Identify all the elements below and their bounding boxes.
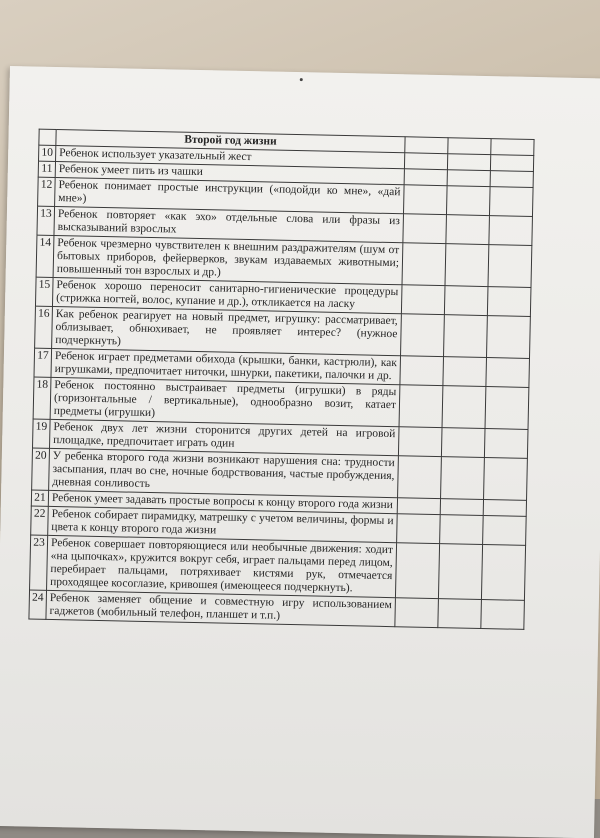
answer-cell[interactable] [397, 498, 440, 515]
row-text: Ребенок хорошо переносит санитарно-гигиенические процедуры (стрижка ногтей, волос, купание и др.), откликается на ласку [52, 277, 402, 313]
answer-cell[interactable] [443, 357, 487, 387]
answer-cell[interactable] [404, 169, 447, 186]
paper-sheet [0, 66, 600, 838]
answer-cell[interactable] [481, 545, 525, 601]
answer-cell[interactable] [395, 598, 439, 628]
row-text: Ребенок умеет задавать простые вопросы к концу второго года жизни [48, 490, 397, 513]
answer-cell[interactable] [399, 385, 443, 428]
answer-cell[interactable] [481, 599, 525, 629]
row-text: Ребенок заменяет общение и совместную игру использованием гаджетов (мобильный телефон, планшет и т.п.) [46, 590, 396, 626]
answer-cell[interactable] [440, 499, 483, 516]
answer-cell[interactable] [438, 599, 482, 629]
answer-cell[interactable] [398, 427, 442, 457]
answer-cell[interactable] [446, 215, 490, 245]
answer-cell[interactable] [485, 387, 529, 430]
header-answer-cell [405, 137, 448, 154]
answer-cell[interactable] [489, 216, 533, 246]
answer-cell[interactable] [444, 286, 488, 316]
header-answer-cell [491, 139, 534, 156]
row-text: Ребенок повторяет «как эхо» отдельные слова или фразы из высказываний взрослых [54, 206, 404, 242]
row-text: Ребенок понимает простые инструкции («подойди ко мне», «дай мне») [55, 177, 405, 213]
answer-cell[interactable] [404, 153, 447, 170]
answer-cell[interactable] [486, 358, 530, 388]
row-text: У ребенка второго года жизни возникают нарушения сна: трудности засыпания, плач во сне, ночные бодрствования, частые пробуждения, дневная сонливость [49, 448, 399, 497]
answer-cell[interactable] [438, 544, 482, 600]
row-text: Ребенок совершает повторяющиеся или необычные движения: ходит «на цыпочках», кружится вокруг себя, играет пальцами перед лицом, перебирает пальцами, потряхивает кистями рук, отмечается проходящее косоглазие, кривошея (имеющееся подчеркнуть). [47, 535, 397, 597]
row-number: 24 [29, 590, 47, 619]
row-number: 17 [34, 348, 52, 377]
answer-cell[interactable] [402, 243, 446, 286]
row-text: Ребенок чрезмерно чувствителен к внешним раздражителям (шум от бытовых приборов, фейерверков, звукам издаваемых животными; повышенный тон взрослых и др.) [53, 235, 403, 284]
table-row [30, 535, 526, 600]
answer-cell[interactable] [447, 170, 490, 187]
answer-cell[interactable] [484, 429, 528, 459]
answer-cell[interactable] [442, 386, 486, 429]
row-text: Ребенок играет предметами обихода (крышки, банки, кастрюли), как игрушками, предпочитает ниточки, шнурки, пакетики, палочки и др. [51, 348, 401, 384]
row-number: 23 [30, 535, 48, 590]
answer-cell[interactable] [490, 171, 533, 188]
answer-cell[interactable] [441, 428, 485, 458]
header-num-cell [39, 129, 56, 145]
questionnaire-table [28, 129, 534, 630]
row-number: 13 [37, 206, 55, 235]
answer-cell[interactable] [445, 244, 489, 287]
row-number: 21 [31, 490, 48, 506]
row-number: 22 [31, 506, 49, 535]
row-text: Ребенок постоянно выстраивает предметы (игрушки) в ряды (горизонтальные / вертикальные), однообразно возит, катает предметы (игрушки) [50, 377, 400, 426]
answer-cell[interactable] [398, 456, 442, 499]
row-number: 12 [38, 177, 56, 206]
answer-cell[interactable] [400, 356, 444, 386]
header-answer-cell [448, 138, 491, 155]
answer-cell[interactable] [489, 187, 533, 217]
row-text: Ребенок собирает пирамидку, матрешку с учетом величины, формы и цвета к концу второго года жизни [48, 506, 398, 542]
answer-cell[interactable] [486, 316, 530, 359]
answer-cell[interactable] [483, 500, 526, 517]
row-number: 18 [33, 377, 51, 419]
answer-cell[interactable] [397, 514, 441, 544]
row-number: 11 [38, 161, 55, 177]
answer-cell[interactable] [483, 516, 527, 546]
answer-cell[interactable] [403, 214, 447, 244]
row-number: 10 [39, 145, 56, 161]
answer-cell[interactable] [441, 457, 485, 500]
row-number: 19 [33, 419, 51, 448]
section-title: Второй год жизни [56, 129, 405, 152]
row-text: Ребенок двух лет жизни сторонится других детей на игровой площадке, предпочитает играть один [50, 419, 400, 455]
answer-cell[interactable] [401, 285, 445, 315]
row-text: Ребенок использует указательный жест [56, 145, 405, 168]
answer-cell[interactable] [487, 287, 531, 317]
answer-cell[interactable] [395, 543, 439, 599]
answer-cell[interactable] [440, 515, 484, 545]
row-number: 20 [32, 448, 50, 490]
row-text: Ребенок умеет пить из чашки [55, 161, 404, 184]
row-number: 16 [35, 306, 53, 348]
answer-cell[interactable] [488, 245, 532, 288]
answer-cell[interactable] [490, 155, 533, 172]
answer-cell[interactable] [403, 185, 447, 215]
answer-cell[interactable] [401, 314, 445, 357]
row-number: 15 [35, 277, 53, 306]
answer-cell[interactable] [484, 458, 528, 501]
row-text: Как ребенок реагирует на новый предмет, игрушку: рассматривает, облизывает, обнюхивает, не проявляет интерес? (нужное подчеркнуть) [52, 306, 402, 355]
answer-cell[interactable] [447, 154, 490, 171]
paper-mark [300, 78, 303, 81]
row-number: 14 [36, 235, 54, 277]
answer-cell[interactable] [446, 186, 490, 216]
answer-cell[interactable] [444, 315, 488, 358]
